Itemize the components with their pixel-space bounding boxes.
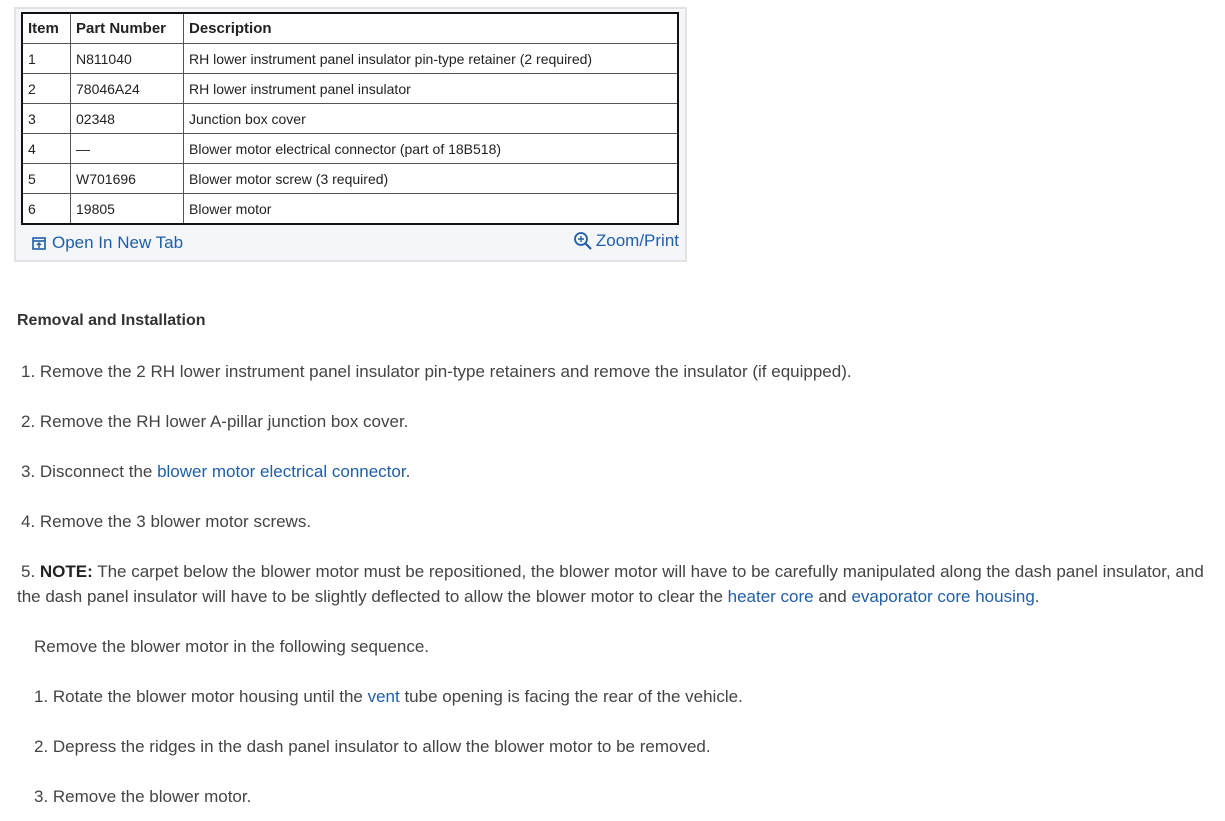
description-cell: RH lower instrument panel insulator — [184, 74, 679, 104]
step-4: 4. Remove the 3 blower motor screws. — [21, 512, 312, 531]
figure-footer — [16, 225, 685, 258]
table-header-row — [22, 13, 678, 44]
item-cell: 5 — [22, 164, 71, 194]
step-3-text: 3. Disconnect the — [21, 462, 158, 481]
description-cell: Junction box cover — [184, 104, 679, 134]
step-5-and: and — [813, 587, 852, 606]
part-number-cell: 78046A24 — [71, 74, 184, 104]
header-description: Description — [184, 13, 679, 44]
table-row — [22, 134, 678, 164]
evaporator-core-housing-link[interactable]: evaporator core housing — [851, 587, 1035, 606]
parts-table — [21, 12, 679, 225]
part-number-cell: 02348 — [71, 104, 184, 134]
part-number-cell: W701696 — [71, 164, 184, 194]
open-new-tab-icon — [32, 237, 46, 250]
open-in-new-tab-link[interactable] — [32, 233, 183, 253]
open-in-new-tab-label: Open In New Tab — [52, 233, 184, 252]
substep-1-end: tube opening is facing the rear of the vehicle. — [399, 687, 743, 706]
item-cell: 2 — [22, 74, 71, 104]
description-cell: Blower motor screw (3 required) — [184, 164, 679, 194]
item-cell: 1 — [22, 44, 71, 74]
substep-1 — [34, 684, 743, 709]
table-row — [22, 104, 678, 134]
description-cell: Blower motor — [184, 194, 679, 225]
zoom-print-label: Zoom/Print — [595, 231, 679, 250]
substep-1-text: 1. Rotate the blower motor housing until the — [34, 687, 368, 706]
part-number-cell: N811040 — [71, 44, 184, 74]
substep-3: 3. Remove the blower motor. — [34, 787, 252, 806]
section-title: Removal and Installation — [17, 312, 206, 329]
step-5 — [17, 559, 1222, 609]
item-cell: 6 — [22, 194, 71, 225]
description-cell: RH lower instrument panel insulator pin-type retainer (2 required) — [184, 44, 679, 74]
table-row — [22, 44, 678, 74]
item-cell: 3 — [22, 104, 71, 134]
header-part-number: Part Number — [71, 13, 184, 44]
step-1: 1. Remove the 2 RH lower instrument panel insulator pin-type retainers and remove the insulator (if equipped). — [21, 362, 852, 381]
step-3 — [21, 459, 410, 484]
step-3-end: . — [405, 462, 411, 481]
header-item: Item — [22, 13, 71, 44]
table-row — [22, 164, 678, 194]
note-label: NOTE: — [39, 562, 93, 581]
step-5-end: . — [1034, 587, 1040, 606]
zoom-print-link[interactable] — [573, 231, 679, 251]
heater-core-link[interactable]: heater core — [727, 587, 814, 606]
step-5-text: The carpet below the blower motor must be repositioned, the blower motor will have to be carefully manipulated along the dash panel insulator, and the dash panel insulator will have to be slightly deflected to allow the blower motor to clear the — [17, 562, 1204, 606]
substep-2: 2. Depress the ridges in the dash panel insulator to allow the blower motor to be removed. — [34, 737, 711, 756]
blower-motor-electrical-connector-link[interactable]: blower motor electrical connector — [157, 462, 406, 481]
parts-figure — [14, 7, 687, 262]
step-5-number: 5. — [21, 562, 40, 581]
item-cell: 4 — [22, 134, 71, 164]
step-2: 2. Remove the RH lower A-pillar junction box cover. — [21, 412, 409, 431]
description-cell: Blower motor electrical connector (part of 18B518) — [184, 134, 679, 164]
table-row — [22, 74, 678, 104]
part-number-cell: — — [71, 134, 184, 164]
sequence-intro: Remove the blower motor in the following sequence. — [34, 637, 429, 656]
table-row — [22, 194, 678, 225]
part-number-cell: 19805 — [71, 194, 184, 225]
zoom-in-icon — [573, 231, 593, 251]
vent-link[interactable]: vent — [367, 687, 400, 706]
